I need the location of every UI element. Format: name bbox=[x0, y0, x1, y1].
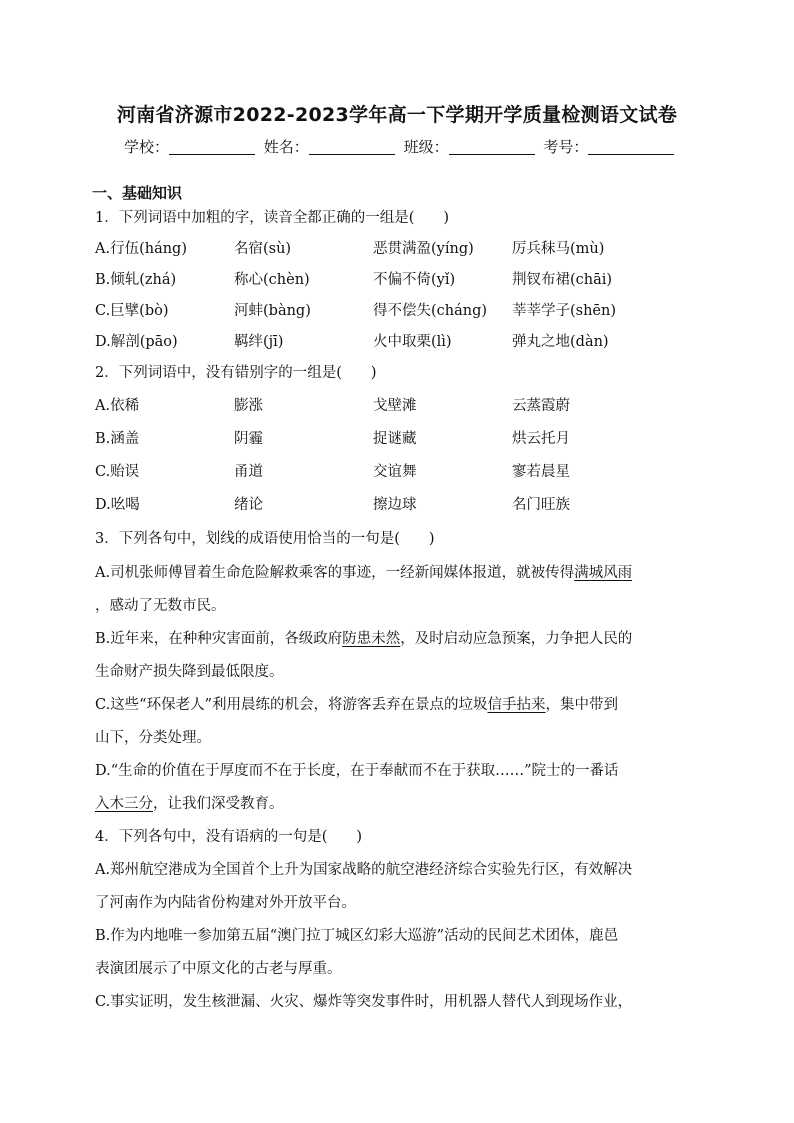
option-cell: B.涵盖 bbox=[95, 431, 140, 447]
option-cell: C.贻误 bbox=[95, 464, 140, 480]
option-cell: D.吆喝 bbox=[95, 497, 140, 513]
exam-number-label: 考号： bbox=[543, 138, 589, 156]
option-cell: 厉兵秣马(mù) bbox=[512, 241, 605, 257]
underlined-idiom: 入木三分 bbox=[95, 796, 153, 812]
q3-c-text: C.这些“环保老人”利用晨练的机会，将游客丢弃在景点的垃圾 bbox=[95, 697, 488, 713]
option-cell: B.倾轧(zhá) bbox=[95, 272, 177, 288]
q3-option-c-line-2: 山下，分类处理。 bbox=[95, 730, 211, 746]
q3-option-d-line-1: D.“生命的价值在于厚度而不在于长度，在于奉献而不在于获取……”院士的一番话 bbox=[95, 763, 619, 779]
q4-option-c-line-1: C.事实证明，发生核泄漏、火灾、爆炸等突发事件时，用机器人替代人到现场作业， bbox=[95, 994, 633, 1010]
underlined-idiom: 满城风雨 bbox=[574, 565, 633, 581]
q3-a-text: A.司机张师傅冒着生命危险解救乘客的事迹，一经新闻媒体报道，就被传得 bbox=[95, 565, 575, 581]
option-cell: 名门旺族 bbox=[512, 497, 570, 513]
question-4-stem: 4．下列各句中，没有语病的一句是( ) bbox=[95, 829, 363, 845]
option-cell: 绪论 bbox=[234, 497, 263, 513]
question-1-stem: 1．下列词语中加粗的字，读音全都正确的一组是( ) bbox=[95, 210, 450, 226]
q4-option-b-line-2: 表演团展示了中原文化的古老与厚重。 bbox=[95, 961, 342, 977]
option-cell: A.依稀 bbox=[95, 398, 140, 414]
option-cell: 戈壁滩 bbox=[373, 398, 417, 414]
page-title: 河南省济源市2022-2023学年高一下学期开学质量检测语文试卷 bbox=[116, 104, 678, 126]
option-cell: 得不偿失(cháng) bbox=[373, 303, 488, 319]
option-cell: 捉谜藏 bbox=[373, 431, 417, 447]
q4-option-a-line-1: A.郑州航空港成为全国首个上升为国家战略的航空港经济综合实验先行区，有效解决 bbox=[95, 862, 633, 878]
q3-option-b-line-1 bbox=[95, 627, 632, 648]
underlined-idiom: 防患未然 bbox=[342, 631, 401, 647]
option-cell: D.解剖(pāo) bbox=[95, 334, 178, 350]
name-blank[interactable] bbox=[309, 138, 395, 155]
q3-b-text: B.近年来，在种种灾害面前，各级政府 bbox=[95, 631, 343, 647]
question-3-stem: 3．下列各句中，划线的成语使用恰当的一句是( ) bbox=[95, 531, 435, 547]
q3-option-d-line-2 bbox=[95, 792, 284, 813]
option-cell: 擦边球 bbox=[373, 497, 417, 513]
section-heading: 一、基础知识 bbox=[92, 184, 183, 202]
option-cell: 河蚌(bàng) bbox=[234, 303, 311, 319]
school-blank[interactable] bbox=[169, 138, 255, 155]
exam-number-blank[interactable] bbox=[588, 138, 674, 155]
option-cell: 恶贯满盈(yíng) bbox=[373, 241, 474, 257]
class-label: 班级： bbox=[403, 138, 449, 156]
q3-option-a-line-2: ，感动了无数市民。 bbox=[95, 598, 226, 614]
option-cell: 羁绊(jī) bbox=[234, 334, 284, 350]
option-cell: 火中取栗(lì) bbox=[373, 334, 452, 350]
underlined-idiom: 信手拈来 bbox=[487, 697, 546, 713]
option-cell: 称心(chèn) bbox=[234, 272, 310, 288]
option-cell: 甬道 bbox=[234, 464, 263, 480]
q3-option-c-line-1 bbox=[95, 693, 618, 714]
q3-c-text-end: ，集中带到 bbox=[545, 697, 619, 713]
option-cell: 莘莘学子(shēn) bbox=[512, 303, 617, 319]
option-cell: 不偏不倚(yǐ) bbox=[373, 272, 456, 288]
q4-option-b-line-1: B.作为内地唯一参加第五届“澳门拉丁城区幻彩大巡游”活动的民间艺术团体，鹿邑 bbox=[95, 928, 619, 944]
name-label: 姓名： bbox=[263, 138, 309, 156]
class-blank[interactable] bbox=[449, 138, 535, 155]
option-cell: 云蒸霞蔚 bbox=[512, 398, 570, 414]
option-cell: 名宿(sù) bbox=[234, 241, 292, 257]
option-cell: 膨涨 bbox=[234, 398, 263, 414]
option-cell: 阴霾 bbox=[234, 431, 263, 447]
q3-b-text-end: ，及时启动应急预案，力争把人民的 bbox=[400, 631, 633, 647]
school-label: 学校： bbox=[124, 138, 170, 156]
option-cell: 弹丸之地(dàn) bbox=[512, 334, 609, 350]
q3-d-text-end: ，让我们深受教育。 bbox=[153, 796, 284, 812]
option-cell: C.巨擘(bò) bbox=[95, 303, 169, 319]
option-cell: 交谊舞 bbox=[373, 464, 417, 480]
student-info-line bbox=[124, 136, 678, 157]
option-cell: 烘云托月 bbox=[512, 431, 570, 447]
q4-option-a-line-2: 了河南作为内陆省份构建对外开放平台。 bbox=[95, 895, 356, 911]
option-cell: 荆钗布裙(chāi) bbox=[512, 272, 613, 288]
option-cell: 寥若晨星 bbox=[512, 464, 570, 480]
question-2-stem: 2．下列词语中，没有错别字的一组是( ) bbox=[95, 365, 377, 381]
q3-option-b-line-2: 生命财产损失降到最低限度。 bbox=[95, 664, 284, 680]
option-cell: A.行伍(háng) bbox=[95, 241, 187, 257]
q3-option-a-line-1 bbox=[95, 561, 632, 582]
